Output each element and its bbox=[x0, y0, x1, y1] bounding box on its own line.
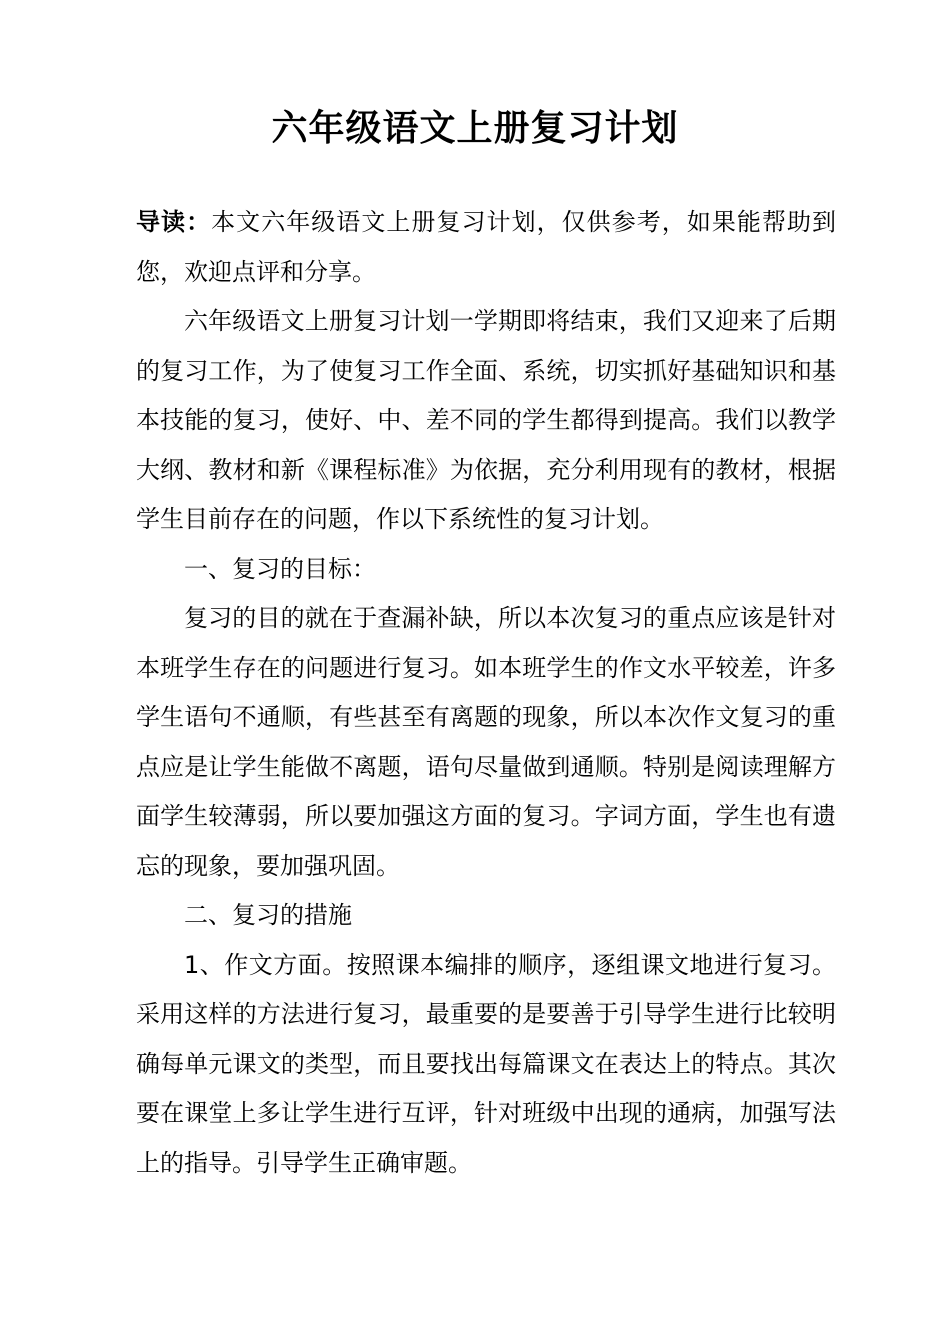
paragraph-goals: 复习的目的就在于查漏补缺，所以本次复习的重点应该是针对本班学生存在的问题进行复习。如本班学生的作文水平较差，许多学生语句不通顺，有些甚至有离题的现象，所以本次作文复习的重点应是让学生能做不离题，语句尽量做到通顺。特别是阅读理解方面学生较薄弱，所以要加强这方面的复习。字词方面，学生也有遗忘的现象，要加强巩固。 bbox=[136, 604, 836, 880]
intro-paragraph bbox=[136, 198, 836, 297]
intro-text: 本文六年级语文上册复习计划，仅供参考，如果能帮助到您，欢迎点评和分享。 bbox=[136, 208, 837, 286]
intro-label: 导读： bbox=[136, 208, 212, 236]
section-heading-measures: 二、复习的措施 bbox=[184, 901, 352, 929]
section-heading-goals: 一、复习的目标： bbox=[184, 554, 376, 583]
paragraph-overview: 六年级语文上册复习计划一学期即将结束，我们又迎来了后期的复习工作，为了使复习工作全面、系统，切实抓好基础知识和基本技能的复习，使好、中、差不同的学生都得到提高。我们以教学大纲、教材和新《课程标准》为依据，充分利用现有的教材，根据学生目前存在的问题，作以下系统性的复习计划。 bbox=[136, 307, 836, 533]
paragraph-measures-writing: 1、作文方面。按照课本编排的顺序，逐组课文地进行复习。采用这样的方法进行复习，最重要的是要善于引导学生进行比较明确每单元课文的类型，而且要找出每篇课文在表达上的特点。其次要在课堂上多让学生进行互评，针对班级中出现的通病，加强写法上的指导。引导学生正确审题。 bbox=[136, 950, 836, 1177]
document-body bbox=[136, 198, 836, 1188]
document-title: 六年级语文上册复习计划 bbox=[271, 108, 679, 149]
